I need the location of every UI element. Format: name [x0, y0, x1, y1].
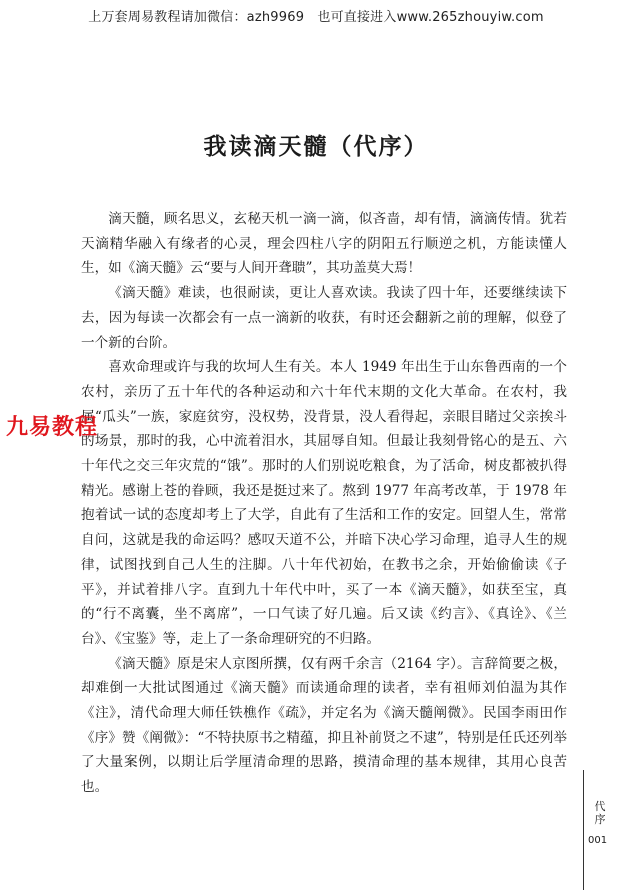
margin-divider — [583, 770, 584, 890]
paragraph-2: 《滴天髓》难读，也很耐读，更让人喜欢读。我读了四十年，还要继续读下去，因为每读一次都会有一点一滴新的收获，有时还会翻新之前的理解，似登了一个新的台阶。 — [81, 285, 567, 351]
body-text — [81, 207, 567, 800]
paragraph-4: 《滴天髓》原是宋人京图所撰，仅有两千余言（2164 字）。言辞简要之极，却难倒一大批试图通过《滴天髓》而读通命理的读者，幸有祖师刘伯温为其作《注》，清代命理大师任铁樵作《疏》，并定名为《滴天髓阐微》。民国李雨田作《序》赞《阐微》：“不特抉原书之精蕴，抑且补前贤之不逮”，特别是任氏还列举了大量案例，以期让后学厘清命理的思路，摸清命理的基本规律，其用心良苦也。 — [81, 655, 567, 796]
page-number: 001 — [588, 835, 608, 846]
paragraph-3: 喜欢命理或许与我的坎坷人生有关。本人 1949 年出生于山东鲁西南的一个农村，亲历了五十年代的各种运动和六十年代末期的文化大革命。在农村，我属“瓜头”一族，家庭贫穷，没权势，没背景，没人看得起，亲眼目睹过父亲挨斗的场景，那时的我，心中流着泪水，其屈辱自知。但最让我刻骨铭心的是五、六十年代之交三年灾荒的“饿”。那时的人们别说吃粮食，为了活命，树皮都被扒得精光。感谢上苍的眷顾，我还是挺过来了。熬到 1977 年高考改革，于 1978 年抱着试一试的态度却考上了大学，自此有了生活和工作的安定。回望人生，常常自问，这就是我的命运吗？感叹天道不公，并暗下决心学习命理，追寻人生的规律，试图找到自己人生的注脚。八十年代初始，在教书之余，开始偷偷读《子平》，并试着排八字。直到九十年代中叶，买了一本《滴天髓》，如获至宝，真的“行不离囊，坐不离席”，一口气读了好几遍。后又读《约言》、《真诠》、《兰台》、《宝鉴》等，走上了一条命理研究的不归路。 — [81, 359, 567, 647]
page-title: 我读滴天髓（代序） — [203, 134, 429, 160]
watermark-logo: 九易教程 — [6, 415, 99, 440]
paragraph-1: 滴天髓，顾名思义，玄秘天机一滴一滴，似吝啬，却有情，滴滴传情。犹若天滴精华融入有缘者的心灵，理会四柱八字的阴阳五行顺逆之机，方能读懂人生，如《滴天髓》云“要与人间开聋聩”，其功盖莫大焉！ — [81, 211, 567, 277]
section-label: 代序 — [594, 800, 606, 826]
top-banner: 上万套周易教程请加微信：azh9969 也可直接进入www.265zhouyiw.com — [88, 10, 544, 25]
